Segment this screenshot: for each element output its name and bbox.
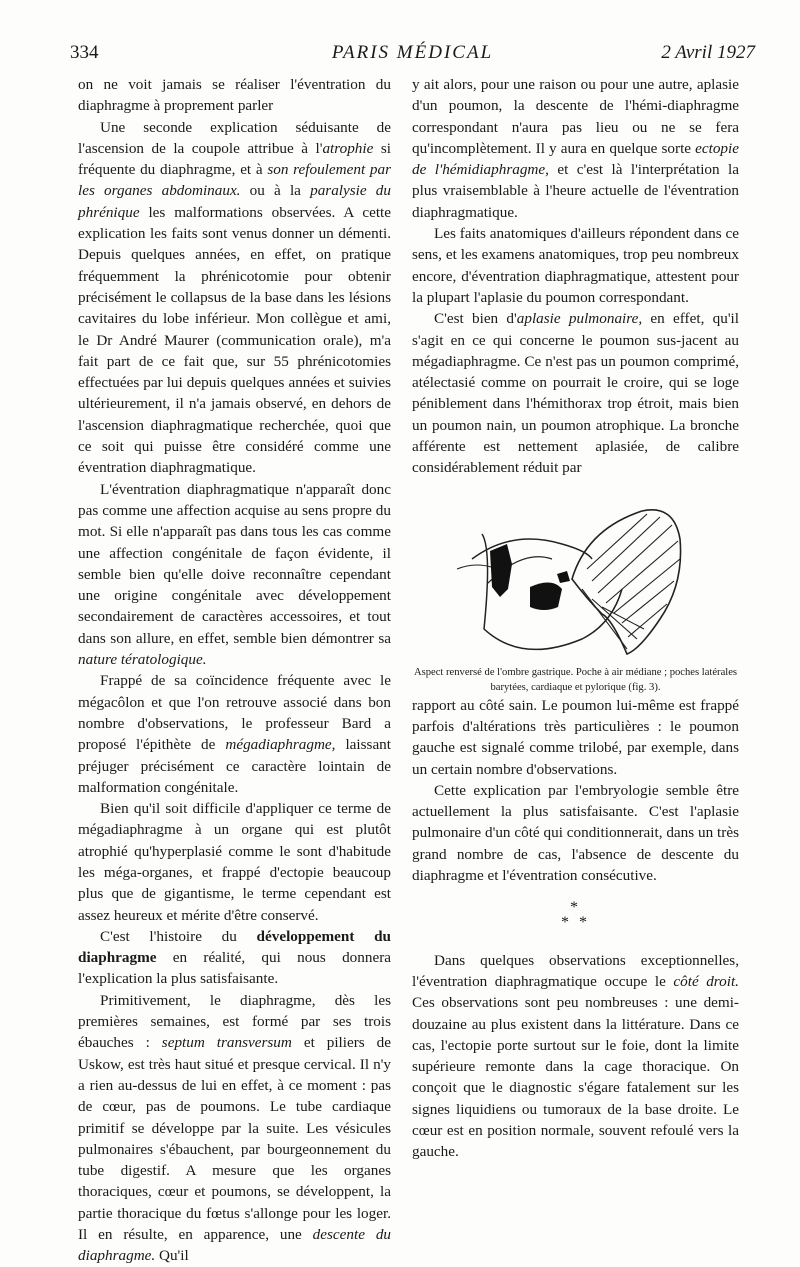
paragraph: rapport au côté sain. Le poumon lui-même est frappé parfois d'altérations très particulières : le poumon gauche est signalé comme trilobé, par exemple, dans un certain nombre d'observations. [412,696,739,778]
right-column [412,74,739,1163]
left-column [78,74,391,1267]
issue-date: 2 Avril 1927 [661,42,755,63]
radiograph-figure [412,489,739,659]
paragraph: on ne voit jamais se réaliser l'éventration du diaphragme à proprement parler [78,76,391,115]
page-number: 334 [70,42,99,63]
paragraph: y ait alors, pour une raison ou pour une autre, aplasie d'un poumon, la descente de l'hémi-diaphragme correspondant n'aura pas lieu ou ne se fera qu'incomplètement. Il y aura en quelque sorte ectopie de l'hémidiaphragme, et c'est là l'interprétation la plus vraisemblable à l'heure actuelle de l'éventration diaphragmatique. [412,76,739,221]
paragraph: Une seconde explication séduisante de l'ascension de la coupole attribue à l'atrophie si fréquente du diaphragme, et à son refoulement par les organes abdominaux. ou à la paralysie du phrénique les malformations observées. A cette explication les faits sont venus donner un démenti. Depuis quelques années, en effet, on pratique fréquemment la phrénicotomie pour obtenir précisément le collapsus de la base dans les lésions cavitaires du lobe inférieur. Mon collègue et ami, le Dr André Maurer (communication orale), m'a fait part de ce fait que, sur 55 phrénicotomies effectuées par lui depuis quelques années et suivies ultérieurement, il n'a jamais observé, en dehors de l'ascension diaphragmatique recherchée, quoi que ce soit qui puisse être considéré comme une éventration diaphragmatique. [78,118,391,477]
paragraph: C'est l'histoire du développement du diaphragme en réalité, qui nous donnera l'explication la plus satisfaisante. [78,927,392,988]
paragraph: Primitivement, le diaphragme, dès les premières semaines, est formé par ses trois ébauches : septum transversum et piliers de Uskow, est très haut situé et presque cervical. Il n'y a rien au-dessus de lui en effet, à ce moment : pas de cœur, pas de poumons. Le tube cardiaque primitif se développe par la suite. Les vésicules pulmonaires s'ébauchent, par bourgeonnement du tube digestif. A mesure que les organes thoraciques, cœur et poumons, se développent, la partie thoracique du fœtus s'allonge pour les loger. Il en résulte, en apparence, une descente du diaphragme. Qu'il [78,991,392,1265]
page-header [70,42,755,70]
paragraph: L'éventration diaphragmatique n'apparaît donc pas comme une affection acquise au sens propre du mot. Si elle n'apparaît pas dans tous les cas comme une affection congénitale de façon évidente, il semble bien qu'elle doive reconnaître cependant une origine congénitale avec développement secondairement de caractères accessoires, et tout dans son allure, en effet, semble bien démontrer sa nature tératologique. [78,480,391,669]
paragraph: Bien qu'il soit difficile d'appliquer ce terme de mégadiaphragme à un organe qui est plutôt atrophié qu'hyperplasié comme le sont d'habitude les méga-organes, et frappé d'ectopie beaucoup plus que de gigantisme, le terme cependant est assez heureux et mérite d'être conservé. [78,800,391,924]
paragraph: Cette explication par l'embryologie semble être actuellement la plus satisfaisante. C'est l'aplasie pulmonaire d'un côté qui conditionnerait, dans un très grand nombre de cas, l'absence de descente du diaphragme et l'éventration consécutive. [412,781,739,885]
figure-caption: Aspect renversé de l'ombre gastrique. Poche à air médiane ; poches latérales barytées, cardiaque et pylorique (fig. 3). [413,666,738,693]
gastric-shadow-drawing [412,489,739,659]
paragraph: C'est bien d'aplasie pulmonaire, en effet, qu'il s'agit en ce qui concerne le poumon sus-jacent au mégadiaphragme. Ce n'est pas un poumon comprimé, atélectasié comme on pourrait le croire, qui se loge péniblement dans l'hémithorax trop étroit, mais bien un poumon nain, un poumon atrophique. La bronche afférente est nettement aplasiée, de calibre considérablement réduit par [412,310,739,477]
paragraph: Frappé de sa coïncidence fréquente avec le mégacôlon et que l'on retrouve associé dans bon nombre d'observations, le professeur Bard a proposé l'épithète de mégadiaphragme, laissant préjuger précisément ce caractère lointain de malformation congénitale. [78,672,391,796]
section-separator: * * * [561,899,590,932]
paragraph: Les faits anatomiques d'ailleurs répondent dans ce sens, et les examens anatomiques, trop peu nombreux encore, d'éventration diaphragmatique, attestent pour la plupart l'aplasie du poumon correspondant. [412,225,739,306]
paragraph: Dans quelques observations exceptionnelles, l'éventration diaphragmatique occupe le côté droit. Ces observations sont peu nombreuses : une demi-douzaine au plus existent dans la littérature. Dans ce cas, l'ectopie porte surtout sur le foie, dont la limite supérieure remonte dans la cage thoracique. On conçoit que le diagnostic s'égare fatalement sur les signes liquidiens ou tumoraux de la base droite. Le cœur est en position normale, souvent refoulé vers la gauche. [412,951,739,1161]
journal-title: PARIS MÉDICAL [331,42,494,63]
